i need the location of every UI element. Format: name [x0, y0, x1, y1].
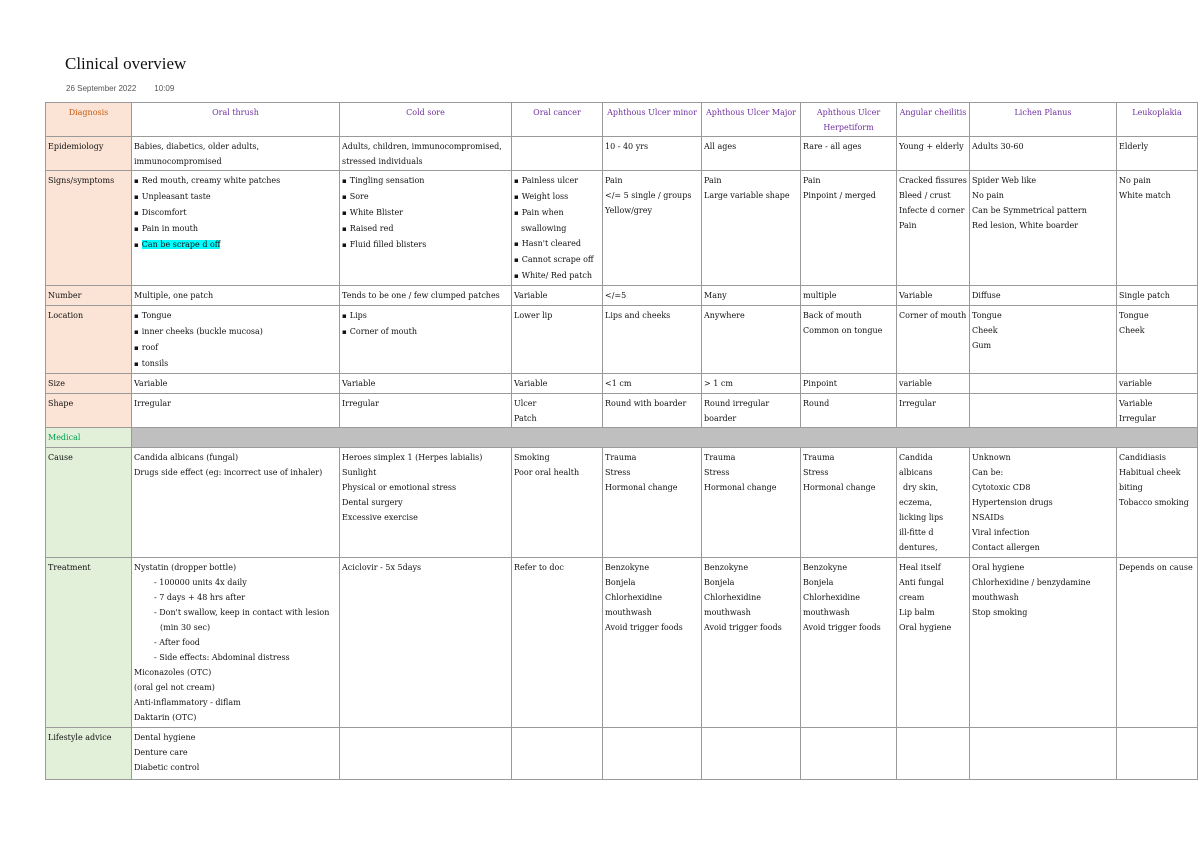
cell-line: Patch [514, 414, 537, 423]
highlighted-text: Can be scrape d off [141, 240, 221, 249]
cell-line: Anti-inflammatory - diflam [134, 698, 241, 707]
cell-line: Habitual cheek biting [1119, 468, 1181, 492]
cell-line: Avoid trigger foods [605, 623, 683, 632]
cell-line: Smoking [514, 453, 550, 462]
list-item: ▪ Corner of mouth [342, 324, 509, 340]
section-divider-row [46, 428, 1198, 448]
header-cell[interactable]: Leukoplakia [1117, 103, 1198, 137]
cell-line: Anti fungal cream [899, 578, 944, 602]
cell-line: Oral hygiene [899, 623, 952, 632]
cell-line: Daktarin (OTC) [134, 713, 197, 722]
table-cell[interactable] [603, 448, 702, 558]
cell-line: Cytotoxic CD8 [972, 483, 1031, 492]
cell-line: Heroes simplex 1 (Herpes labialis) [342, 453, 483, 462]
cell-line: Oral hygiene [972, 563, 1025, 572]
cell-line: No pain [972, 191, 1004, 200]
table-cell[interactable]: Round with boarder [603, 394, 702, 428]
cell-line: Benzokyne [704, 563, 749, 572]
table-cell[interactable] [132, 306, 340, 374]
cell-line: Heal itself [899, 563, 941, 572]
table-cell[interactable]: Adults 30-60 [970, 137, 1117, 171]
cell-line: Large variable shape [704, 191, 790, 200]
cell-line: dentures, [899, 543, 938, 552]
header-cell[interactable]: Aphthous Ulcer minor [603, 103, 702, 137]
table-cell[interactable] [702, 558, 801, 728]
table-row [46, 171, 1198, 286]
cell-line: Cheek [1119, 326, 1145, 335]
header-cell[interactable]: Angular cheilitis [897, 103, 970, 137]
cell-line: Pain [803, 176, 821, 185]
cell-line: Chlorhexidine mouthwash [803, 593, 860, 617]
cell-line: Diabetic control [134, 763, 200, 772]
cell-line: Benzokyne [803, 563, 848, 572]
list-item: ▪ Pain when swallowing [514, 205, 600, 236]
list-item: ▪ tonsils [134, 356, 337, 372]
table-cell[interactable]: Tends to be one / few clumped patches [340, 286, 512, 306]
table-cell[interactable] [801, 306, 897, 374]
cell-line: Red lesion, White boarder [972, 221, 1079, 230]
table-cell[interactable] [970, 558, 1117, 728]
table-cell[interactable]: Lower lip [512, 306, 603, 374]
cell-line: Hormonal change [803, 483, 876, 492]
cell-line: Chlorhexidine mouthwash [605, 593, 662, 617]
table-cell[interactable] [897, 171, 970, 286]
cell-line: Stop smoking [972, 608, 1028, 617]
table-cell[interactable]: Variable [897, 286, 970, 306]
table-cell[interactable] [340, 448, 512, 558]
cell-line: Pain [899, 221, 917, 230]
cell-line: Drugs side effect (eg: incorrect use of inhaler) [134, 468, 323, 477]
table-cell[interactable]: Round irregular boarder [702, 394, 801, 428]
cell-line: Can be: [972, 468, 1004, 477]
header-cell[interactable]: Aphthous Ulcer Major [702, 103, 801, 137]
cell-line: Contact allergen [972, 543, 1040, 552]
cell-line: Sunlight [342, 468, 377, 477]
table-cell[interactable] [801, 558, 897, 728]
table-cell[interactable] [132, 728, 340, 780]
table-cell[interactable]: Depends on cause [1117, 558, 1198, 728]
header-cell[interactable]: Lichen Planus [970, 103, 1117, 137]
list-item: ▪ Weight loss [514, 189, 600, 205]
table-cell[interactable] [603, 171, 702, 286]
table-cell[interactable] [801, 448, 897, 558]
cell-line: (oral gel not cream) [134, 683, 215, 692]
header-cell[interactable]: Aphthous Ulcer Herpetiform [801, 103, 897, 137]
table-cell[interactable]: variable [897, 374, 970, 394]
table-cell[interactable]: Anywhere [702, 306, 801, 374]
table-cell[interactable]: 10 - 40 yrs [603, 137, 702, 171]
page-meta [66, 84, 174, 93]
table-cell[interactable]: multiple [801, 286, 897, 306]
cell-line: Stress [704, 468, 730, 477]
cell-line: Trauma [704, 453, 736, 462]
bullet-list [134, 173, 337, 253]
cell-line: Bonjela [704, 578, 735, 587]
cell-line: Variable [1119, 399, 1153, 408]
cell-line: White match [1119, 191, 1171, 200]
table-cell[interactable] [340, 728, 512, 780]
list-item: ▪ Fluid filled blisters [342, 237, 509, 253]
table-cell[interactable] [1117, 171, 1198, 286]
list-item: ▪ Lips [342, 308, 509, 324]
cell-line: Can be Symmetrical pattern [972, 206, 1087, 215]
header-cell[interactable]: Cold sore [340, 103, 512, 137]
table-cell[interactable]: Multiple, one patch [132, 286, 340, 306]
list-item: ▪ Discomfort [134, 205, 337, 221]
table-cell[interactable]: Irregular [340, 394, 512, 428]
list-item: ▪ Cannot scrape off [514, 252, 600, 268]
cell-line: Bonjela [803, 578, 834, 587]
list-item: ▪ Raised red [342, 221, 509, 237]
cell-line: albicans [899, 468, 933, 477]
table-cell[interactable]: </=5 [603, 286, 702, 306]
table-cell[interactable]: > 1 cm [702, 374, 801, 394]
table-cell[interactable] [1117, 306, 1198, 374]
bullet-list [342, 173, 509, 253]
table-row [46, 394, 1198, 428]
table-cell[interactable]: Lips and cheeks [603, 306, 702, 374]
table-cell[interactable]: Corner of mouth [897, 306, 970, 374]
table-cell[interactable]: Single patch [1117, 286, 1198, 306]
list-item: ▪ White/ Red patch [514, 268, 600, 284]
cell-line: Infecte d corner [899, 206, 965, 215]
list-item: ▪ inner cheeks (buckle mucosa) [134, 324, 337, 340]
cell-line: (min 30 sec) [160, 623, 211, 632]
cell-line: ill-fitte d [899, 528, 934, 537]
cell-line: licking lips [899, 513, 944, 522]
table-cell[interactable] [970, 374, 1117, 394]
cell-line: Tongue [972, 311, 1002, 320]
cell-line: Pain [704, 176, 722, 185]
table-cell[interactable]: Rare - all ages [801, 137, 897, 171]
cell-line: Gum [972, 341, 992, 350]
cell-line: NSAIDs [972, 513, 1004, 522]
table-cell[interactable] [132, 171, 340, 286]
cell-line: Yellow/grey [605, 206, 652, 215]
list-item: ▪ Unpleasant taste [134, 189, 337, 205]
cell-line: Trauma [605, 453, 637, 462]
cell-line: </= 5 single / groups [605, 191, 692, 200]
cell-line: Chlorhexidine mouthwash [704, 593, 761, 617]
table-cell[interactable] [1117, 394, 1198, 428]
bullet-list [342, 308, 509, 340]
table-cell[interactable] [702, 171, 801, 286]
cell-line: Pain [605, 176, 623, 185]
table-cell[interactable] [1117, 728, 1198, 780]
cell-line: Trauma [803, 453, 835, 462]
row-label[interactable]: Size [46, 374, 132, 394]
table-cell[interactable]: Variable [512, 374, 603, 394]
table-cell[interactable]: Pinpoint [801, 374, 897, 394]
row-label[interactable]: Shape [46, 394, 132, 428]
table-cell[interactable]: Babies, diabetics, older adults, immunocompromised [132, 137, 340, 171]
list-item: ▪ Tongue [134, 308, 337, 324]
cell-line: Poor oral health [514, 468, 580, 477]
header-cell[interactable]: Oral thrush [132, 103, 340, 137]
cell-line: - 100000 units 4x daily [154, 578, 247, 587]
cell-line: Tongue [1119, 311, 1149, 320]
cell-line: Candida [899, 453, 933, 462]
table-cell[interactable] [1117, 448, 1198, 558]
table-cell[interactable]: Round [801, 394, 897, 428]
cell-line: Avoid trigger foods [803, 623, 881, 632]
cell-line: Pinpoint / merged [803, 191, 876, 200]
table-row [46, 558, 1198, 728]
table-cell[interactable] [132, 558, 340, 728]
table-cell[interactable] [512, 171, 603, 286]
cell-line: Viral infection [972, 528, 1030, 537]
cell-line: Dental hygiene [134, 733, 196, 742]
list-item: ▪ Pain in mouth [134, 221, 337, 237]
table-cell[interactable] [702, 728, 801, 780]
table-cell[interactable] [340, 171, 512, 286]
table-cell[interactable]: Young + elderly [897, 137, 970, 171]
table-cell[interactable]: Elderly [1117, 137, 1198, 171]
cell-line: - 7 days + 48 hrs after [154, 593, 246, 602]
table-cell[interactable] [603, 558, 702, 728]
cell-line: Ulcer [514, 399, 537, 408]
section-label-medical[interactable]: Medical [46, 428, 132, 448]
table-cell[interactable]: variable [1117, 374, 1198, 394]
cell-line: Tobacco smoking [1119, 498, 1189, 507]
table-row [46, 728, 1198, 780]
row-label[interactable]: Location [46, 306, 132, 374]
table-cell[interactable]: Variable [132, 374, 340, 394]
row-label[interactable]: Number [46, 286, 132, 306]
cell-line: Back of mouth [803, 311, 862, 320]
cell-line: Stress [605, 468, 631, 477]
cell-line: Spider Web like [972, 176, 1037, 185]
table-cell[interactable]: Aciclovir - 5x 5days [340, 558, 512, 728]
table-cell[interactable] [970, 394, 1117, 428]
row-label[interactable]: Signs/symptoms [46, 171, 132, 286]
list-item: ▪ Red mouth, creamy white patches [134, 173, 337, 189]
table-cell[interactable] [801, 171, 897, 286]
table-cell[interactable]: Refer to doc [512, 558, 603, 728]
cell-line: Cheek [972, 326, 998, 335]
cell-line: Bonjela [605, 578, 636, 587]
cell-line: Hypertension drugs [972, 498, 1053, 507]
cell-line: Irregular [1119, 414, 1156, 423]
table-cell[interactable] [897, 728, 970, 780]
table-cell[interactable] [970, 728, 1117, 780]
table-row [46, 448, 1198, 558]
table-cell[interactable] [340, 306, 512, 374]
table-cell[interactable] [512, 448, 603, 558]
table-cell[interactable]: Diffuse [970, 286, 1117, 306]
table-cell[interactable]: <1 cm [603, 374, 702, 394]
table-cell[interactable]: Irregular [897, 394, 970, 428]
section-divider-fill [132, 428, 1198, 448]
table-row [46, 306, 1198, 374]
cell-line: - Don't swallow, keep in contact with lesion [154, 608, 330, 617]
cell-line: Unknown [972, 453, 1011, 462]
table-cell[interactable]: Adults, children, immunocompromised, stressed individuals [340, 137, 512, 171]
cell-line: dry skin, [903, 483, 939, 492]
table-cell[interactable]: All ages [702, 137, 801, 171]
bullet-list [134, 308, 337, 372]
cell-line: Denture care [134, 748, 188, 757]
cell-line: Bleed / crust [899, 191, 951, 200]
table-cell[interactable] [897, 448, 970, 558]
cell-line: - Side effects: Abdominal distress [154, 653, 290, 662]
list-item-highlighted [134, 237, 337, 253]
cell-line: Common on tongue [803, 326, 883, 335]
cell-line: No pain [1119, 176, 1151, 185]
table-cell[interactable] [970, 448, 1117, 558]
table-cell[interactable] [603, 728, 702, 780]
cell-line: Excessive exercise [342, 513, 418, 522]
cell-line: Dental surgery [342, 498, 403, 507]
table-cell[interactable] [512, 394, 603, 428]
list-item: ▪ Hasn't cleared [514, 236, 600, 252]
page-date: 26 September 2022 [66, 84, 137, 93]
header-cell[interactable]: Diagnosis [46, 103, 132, 137]
list-item: ▪ roof [134, 340, 337, 356]
cell-line: - After food [154, 638, 200, 647]
table-cell[interactable]: Irregular [132, 394, 340, 428]
cell-line: Physical or emotional stress [342, 483, 457, 492]
cell-line: Hormonal change [605, 483, 678, 492]
header-row [46, 103, 1198, 137]
table-cell[interactable] [512, 137, 603, 171]
clinical-table [45, 102, 1198, 780]
list-item: ▪ Painless ulcer [514, 173, 600, 189]
table-cell[interactable] [970, 306, 1117, 374]
page-time: 10:09 [154, 84, 175, 93]
row-label[interactable]: Epidemiology [46, 137, 132, 171]
cell-line: Cracked fissures [899, 176, 967, 185]
table-cell[interactable] [702, 448, 801, 558]
table-row [46, 137, 1198, 171]
table-cell[interactable]: Variable [512, 286, 603, 306]
cell-line: Hormonal change [704, 483, 777, 492]
table-cell[interactable] [512, 728, 603, 780]
cell-line: Chlorhexidine / benzydamine mouthwash [972, 578, 1091, 602]
table-cell[interactable]: Variable [340, 374, 512, 394]
cell-line: Stress [803, 468, 829, 477]
row-label[interactable]: Lifestyle advice [46, 728, 132, 780]
table-row [46, 286, 1198, 306]
cell-line: eczema, [899, 498, 933, 507]
list-item: ▪ White Blister [342, 205, 509, 221]
row-label[interactable]: Treatment [46, 558, 132, 728]
header-cell[interactable]: Oral cancer [512, 103, 603, 137]
list-item: ▪ Tingling sensation [342, 173, 509, 189]
cell-line: Avoid trigger foods [704, 623, 782, 632]
bullet-list [514, 173, 600, 284]
cell-line: Miconazoles (OTC) [134, 668, 212, 677]
cell-line: Candida albicans (fungal) [134, 453, 239, 462]
cell-line: Lip balm [899, 608, 935, 617]
page-title: Clinical overview [65, 54, 187, 73]
list-item: ▪ Sore [342, 189, 509, 205]
table-cell[interactable]: Many [702, 286, 801, 306]
cell-line: Nystatin (dropper bottle) [134, 563, 237, 572]
table-cell[interactable] [897, 558, 970, 728]
row-label[interactable]: Cause [46, 448, 132, 558]
cell-line: Benzokyne [605, 563, 650, 572]
table-cell[interactable] [132, 448, 340, 558]
table-row [46, 374, 1198, 394]
table-cell[interactable] [801, 728, 897, 780]
table-cell[interactable] [970, 171, 1117, 286]
cell-line: Candidiasis [1119, 453, 1166, 462]
